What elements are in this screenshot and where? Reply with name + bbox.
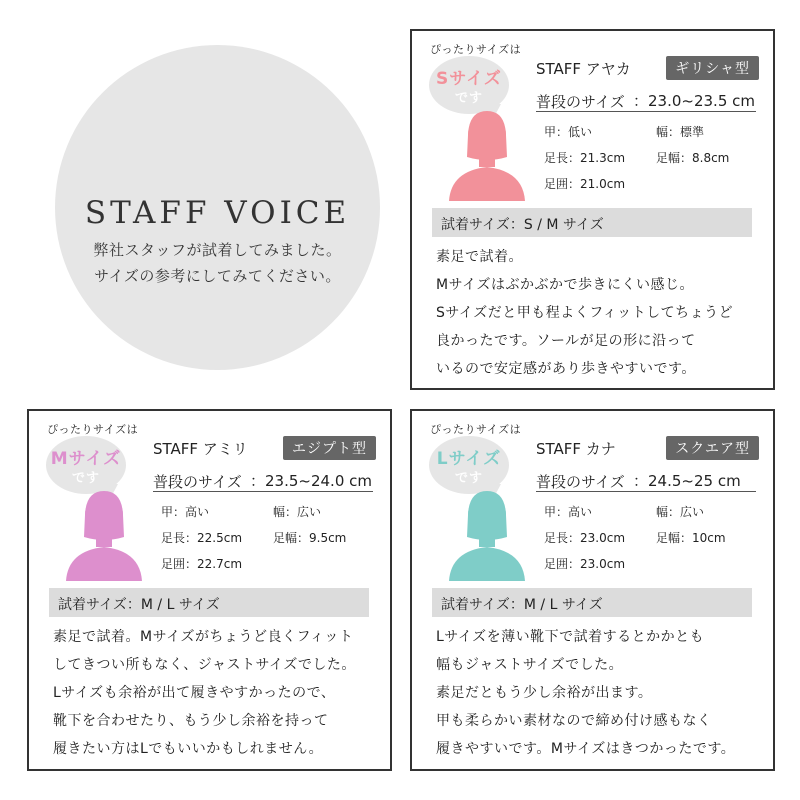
foot-shape-badge: ギリシャ型 bbox=[666, 56, 759, 80]
comment-line: 素足で試着。 bbox=[436, 249, 523, 265]
trial-size-text: 試着サイズ：S / M サイズ bbox=[441, 217, 604, 233]
staff-name: STAFF アミリ bbox=[153, 440, 248, 458]
staff-silhouette-icon bbox=[447, 101, 527, 201]
fit-size-desu: です bbox=[71, 471, 100, 486]
staff-card-amiri bbox=[27, 409, 392, 771]
fit-size-caption: ぴったりサイズは bbox=[430, 423, 522, 436]
spec-ball-girth: 足囲：22.7cm bbox=[161, 557, 243, 571]
usual-size-row bbox=[536, 469, 756, 492]
trial-size-bar bbox=[432, 588, 752, 617]
spec-foot-length: 足長：22.5cm bbox=[161, 531, 243, 545]
usual-size-value: ：23.5~24.0 cm bbox=[250, 472, 372, 490]
spec-ball-width: 足幅：8.8cm bbox=[656, 151, 730, 165]
comment-line: 素足で試着。Mサイズがちょうど良くフィット bbox=[53, 629, 354, 645]
fit-size-label: Sサイズ bbox=[436, 69, 502, 89]
foot-shape-badge: スクエア型 bbox=[666, 436, 759, 460]
fit-size-desu: です bbox=[454, 471, 483, 486]
usual-size-label: 普段のサイズ bbox=[536, 473, 625, 491]
comment-line: 履きやすいです。Mサイズはきつかったです。 bbox=[436, 741, 736, 757]
foot-shape-badge: エジプト型 bbox=[283, 436, 376, 460]
usual-size-value: ：23.0~23.5 cm bbox=[633, 92, 755, 110]
fit-size-label: Mサイズ bbox=[50, 449, 122, 469]
comment-line: Lサイズを薄い靴下で試着するとかかとも bbox=[436, 629, 705, 645]
comment-line: 素足だともう少し余裕が出ます。 bbox=[436, 685, 653, 701]
spec-instep: 甲：高い bbox=[544, 505, 593, 519]
comment-line: 良かったです。ソールが足の形に沿って bbox=[436, 333, 696, 349]
trial-size-text: 試着サイズ：M / L サイズ bbox=[441, 597, 603, 613]
staff-silhouette-icon bbox=[447, 481, 527, 581]
usual-size-value: ：24.5~25 cm bbox=[633, 472, 741, 490]
usual-size-row bbox=[153, 469, 373, 492]
staff-name: STAFF カナ bbox=[536, 440, 616, 458]
spec-instep: 甲：低い bbox=[544, 125, 593, 139]
fit-size-label: Lサイズ bbox=[436, 449, 502, 469]
usual-size-label: 普段のサイズ bbox=[536, 93, 625, 111]
spec-ball-width: 足幅：10cm bbox=[656, 531, 726, 545]
spec-ball-girth: 足囲：23.0cm bbox=[544, 557, 626, 571]
comment-line: 甲も柔らかい素材なので締め付け感もなく bbox=[436, 713, 712, 729]
spec-width: 幅：標準 bbox=[656, 125, 705, 139]
spec-ball-width: 足幅：9.5cm bbox=[273, 531, 347, 545]
comment-line: Sサイズだと甲も程よくフィットしてちょうど bbox=[436, 305, 734, 321]
comment-line: 幅もジャストサイズでした。 bbox=[436, 657, 624, 673]
spec-foot-length: 足長：21.3cm bbox=[544, 151, 626, 165]
spec-instep: 甲：高い bbox=[161, 505, 210, 519]
usual-size-label: 普段のサイズ bbox=[153, 473, 242, 491]
staff-voice-circle bbox=[55, 45, 380, 370]
fit-size-caption: ぴったりサイズは bbox=[430, 43, 522, 56]
comment-line: いるので安定感があり歩きやすいです。 bbox=[436, 361, 696, 377]
staff-name: STAFF アヤカ bbox=[536, 60, 631, 78]
comment-line: 履きたい方はLでもいいかもしれません。 bbox=[53, 741, 324, 757]
spec-foot-length: 足長：23.0cm bbox=[544, 531, 626, 545]
spec-width: 幅：広い bbox=[273, 505, 322, 519]
trial-size-bar bbox=[49, 588, 369, 617]
spec-width: 幅：広い bbox=[656, 505, 705, 519]
fit-size-desu: です bbox=[454, 91, 483, 106]
intro-text-line-1: 弊社スタッフが試着してみました。 bbox=[93, 241, 342, 259]
comment-line: Mサイズはぶかぶかで歩きにくい感じ。 bbox=[436, 277, 694, 293]
usual-size-row bbox=[536, 89, 756, 112]
intro-text-line-2: サイズの参考にしてみてください。 bbox=[94, 267, 341, 285]
staff-card-kana bbox=[410, 409, 775, 771]
fit-size-caption: ぴったりサイズは bbox=[47, 423, 139, 436]
staff-silhouette-icon bbox=[64, 481, 144, 581]
comment-line: してきつい所もなく、ジャストサイズでした。 bbox=[53, 657, 356, 673]
staff-card-ayaka bbox=[410, 29, 775, 390]
comment-line: Lサイズも余裕が出て履きやすかったので、 bbox=[53, 685, 336, 701]
spec-ball-girth: 足囲：21.0cm bbox=[544, 177, 626, 191]
comment-line: 靴下を合わせたり、もう少し余裕を持って bbox=[53, 713, 329, 729]
trial-size-bar bbox=[432, 208, 752, 237]
staff-voice-title: STAFF VOICE bbox=[84, 195, 351, 231]
trial-size-text: 試着サイズ：M / L サイズ bbox=[58, 597, 220, 613]
